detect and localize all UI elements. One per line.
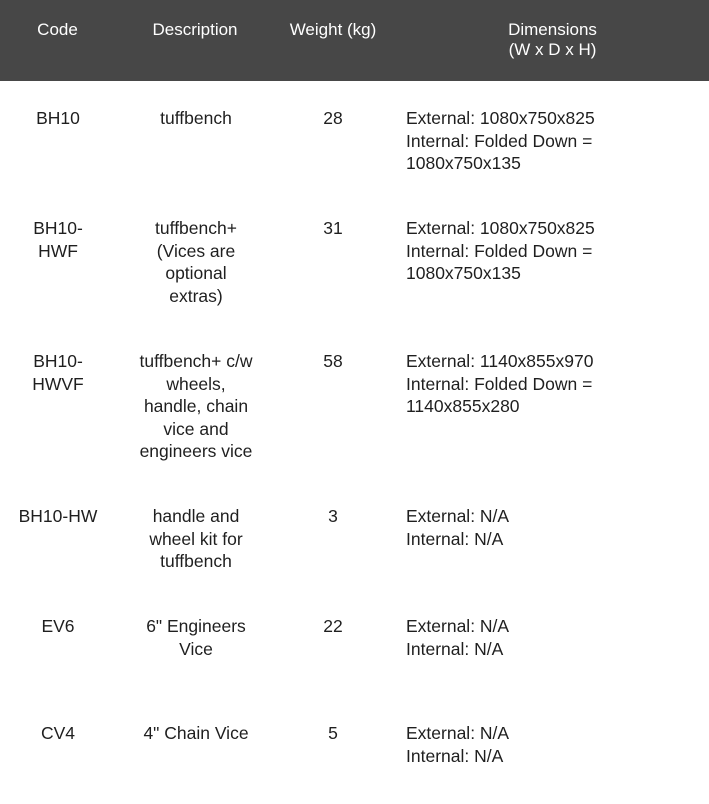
cell-code: BH10- HWVF (32, 351, 84, 394)
cell-description: tuffbench+ c/w wheels, handle, chain vice and engineers vice (139, 351, 253, 462)
cell-description: 4" Chain Vice (143, 723, 249, 743)
cell-code: CV4 (40, 723, 76, 743)
cell-dimensions: External: N/A Internal: N/A (406, 723, 510, 766)
cell-description: tuffbench (160, 108, 232, 128)
table-header (0, 0, 709, 81)
cell-weight: 28 (323, 108, 343, 128)
cell-description: 6" Engineers Vice (146, 616, 246, 659)
cell-weight: 58 (323, 351, 343, 371)
cell-description: handle and wheel kit for tuffbench (149, 506, 243, 572)
cell-dimensions: External: N/A Internal: N/A (406, 616, 510, 659)
header-code: Code (37, 20, 78, 39)
cell-weight: 31 (323, 218, 343, 238)
cell-code: BH10-HW (18, 506, 98, 526)
cell-dimensions: External: 1080x750x825 Internal: Folded Down = 1080x750x135 (406, 218, 595, 284)
cell-code: BH10- HWF (33, 218, 83, 261)
header-dimensions: Dimensions (W x D x H) (508, 20, 597, 59)
cell-description: tuffbench+ (Vices are optional extras) (155, 218, 237, 306)
cell-dimensions: External: 1140x855x970 Internal: Folded Down = 1140x855x280 (406, 351, 594, 417)
cell-weight: 22 (323, 616, 343, 636)
cell-code: EV6 (41, 616, 75, 636)
cell-dimensions: External: N/A Internal: N/A (406, 506, 510, 549)
cell-dimensions: External: 1080x750x825 Internal: Folded Down = 1080x750x135 (406, 108, 595, 174)
cell-weight: 5 (328, 723, 338, 743)
header-description: Description (152, 20, 238, 39)
header-weight: Weight (kg) (289, 20, 377, 39)
cell-weight: 3 (328, 506, 338, 526)
cell-code: BH10 (36, 108, 80, 128)
